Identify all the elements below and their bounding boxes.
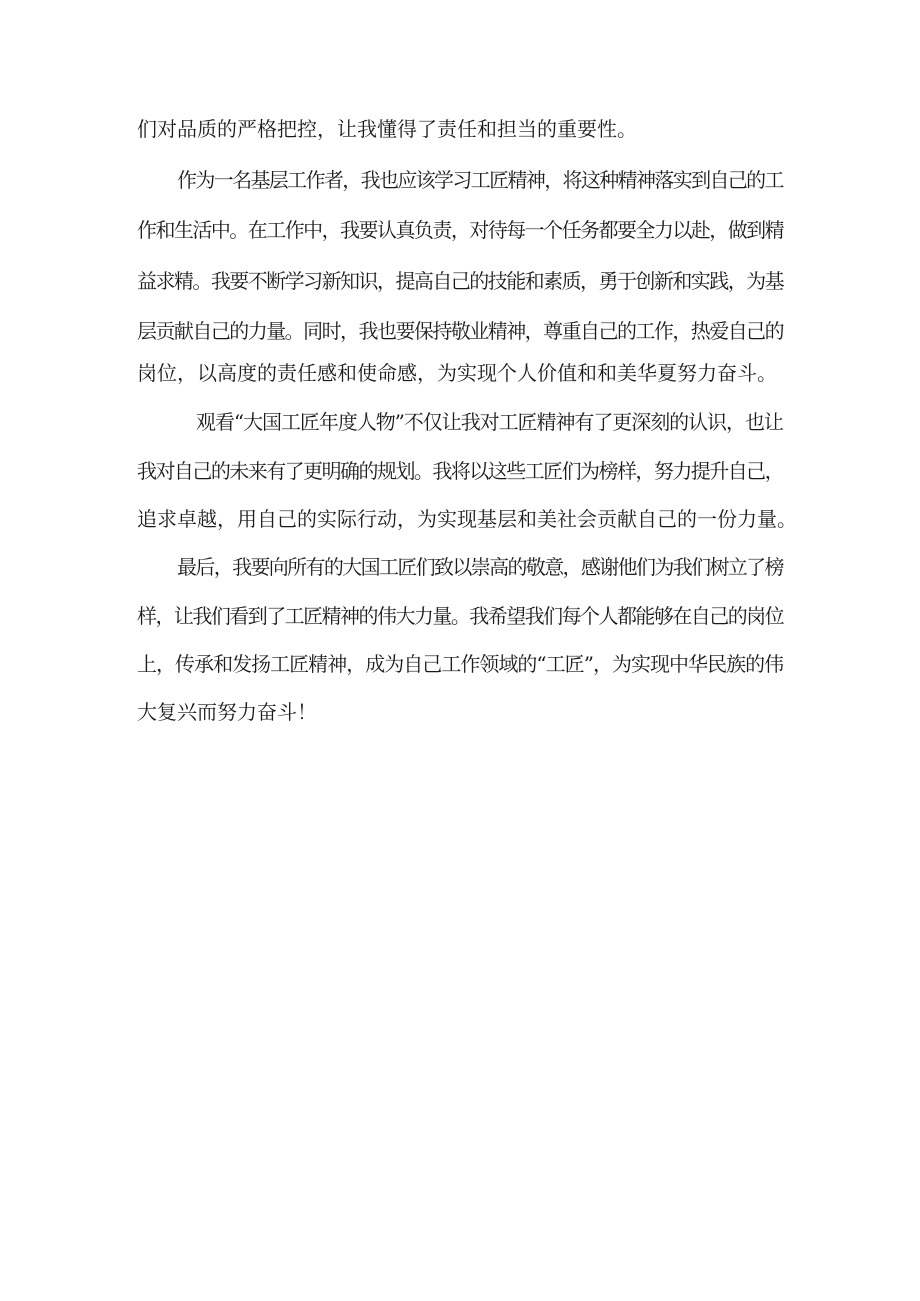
paragraph-4-line-2: 样，让我们看到了工匠精神的伟大力量。我希望我们每个人都能够在自己的岗位 xyxy=(137,604,784,628)
paragraph-4-line-1: 最后，我要向所有的大国工匠们致以崇高的敬意，感谢他们为我们树立了榜 xyxy=(177,555,783,579)
paragraph-3-line-1: 观看“大国工匠年度人物”不仅让我对工匠精神有了更深刻的认识，也让 xyxy=(196,410,783,434)
paragraph-3-line-2: 我对自己的未来有了更明确的规划。我将以这些工匠们为榜样，努力提升自己， xyxy=(137,459,784,483)
paragraph-2-line-3: 益求精。我要不断学习新知识，提高自己的技能和素质，勇于创新和实践，为基 xyxy=(137,269,784,293)
paragraph-2-line-2: 作和生活中。在工作中，我要认真负责，对待每一个任务都要全力以赴，做到精 xyxy=(137,218,784,242)
paragraph-1-line-1: 们对品质的严格把控，让我懂得了责任和担当的重要性。 xyxy=(137,117,637,141)
paragraph-2-line-4: 层贡献自己的力量。同时，我也要保持敬业精神，尊重自己的工作，热爱自己的 xyxy=(137,319,784,343)
paragraph-4-line-4: 大复兴而努力奋斗！ xyxy=(137,700,317,724)
paragraph-4-line-3: 上，传承和发扬工匠精神，成为自己工作领域的“工匠”，为实现中华民族的伟 xyxy=(137,652,784,676)
paragraph-2-line-5: 岗位，以高度的责任感和使命感，为实现个人价值和和美华夏努力奋斗。 xyxy=(137,361,777,385)
paragraph-2-line-1: 作为一名基层工作者，我也应该学习工匠精神，将这种精神落实到自己的工 xyxy=(177,168,783,192)
paragraph-3-line-3: 追求卓越，用自己的实际行动，为实现基层和美社会贡献自己的一份力量。 xyxy=(137,507,797,531)
